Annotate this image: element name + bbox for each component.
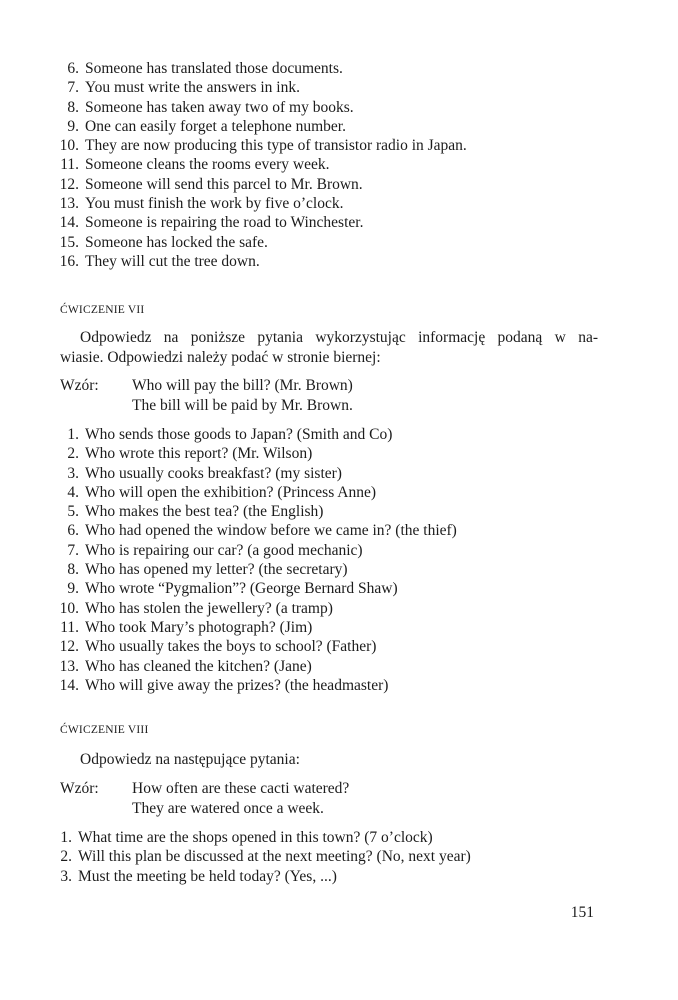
instruction-line: Odpowiedz na następujące pytania: [80, 751, 300, 768]
item-number: 12. [59, 638, 79, 656]
example-label: Wzór: [60, 780, 99, 797]
item-text: Who usually takes the boys to school? (Father) [85, 638, 377, 656]
exercise-7-heading: ĆWICZENIE VII [60, 304, 145, 316]
item-text: Who wrote this report? (Mr. Wilson) [85, 445, 313, 463]
exercise-8-heading: ĆWICZENIE VIII [60, 724, 149, 736]
item-text: Will this plan be discussed at the next meeting? (No, next year) [78, 848, 471, 866]
item-text: What time are the shops opened in this town? (7 o’clock) [78, 829, 433, 846]
example-label: Wzór: [60, 377, 99, 394]
item-number: 9. [67, 580, 79, 598]
item-number: 7. [67, 79, 79, 97]
item-number: 13. [59, 657, 79, 675]
item-number: 11. [60, 618, 79, 636]
item-number: 11. [60, 156, 79, 174]
item-number: 10. [59, 137, 79, 155]
example-answer: The bill will be paid by Mr. Brown. [132, 397, 353, 414]
item-number: 5. [67, 503, 79, 521]
item-number: 6. [67, 522, 79, 540]
item-text: Who has opened my letter? (the secretary) [85, 561, 348, 579]
example-answer: They are watered once a week. [132, 800, 324, 817]
item-text: You must finish the work by five o’clock. [85, 195, 344, 213]
item-text: They are now producing this type of transistor radio in Japan. [85, 137, 467, 155]
instruction-line: Odpowiedz na poniższe pytania wykorzystując informację podaną w na- [80, 329, 598, 346]
item-text: Someone has translated those documents. [85, 60, 343, 77]
item-number: 3. [60, 867, 72, 885]
item-text: Who will open the exhibition? (Princess Anne) [85, 483, 376, 501]
item-number: 9. [67, 117, 79, 135]
item-text: Who is repairing our car? (a good mechanic) [85, 541, 363, 559]
page-number: 151 [570, 904, 594, 921]
item-number: 14. [59, 214, 79, 232]
example-question: How often are these cacti watered? [132, 780, 350, 797]
item-text: They will cut the tree down. [85, 252, 260, 270]
item-text: Who makes the best tea? (the English) [85, 503, 324, 521]
item-text: Someone cleans the rooms every week. [85, 156, 330, 174]
item-text: One can easily forget a telephone number. [85, 117, 346, 135]
item-text: Who took Mary’s photograph? (Jim) [85, 618, 313, 636]
item-number: 14. [59, 676, 79, 694]
item-text: Who has stolen the jewellery? (a tramp) [85, 599, 333, 617]
item-number: 8. [67, 98, 79, 116]
item-number: 6. [67, 60, 79, 77]
item-text: Who will give away the prizes? (the headmaster) [85, 676, 389, 694]
item-number: 13. [59, 195, 79, 213]
item-number: 3. [67, 464, 79, 482]
item-number: 8. [67, 561, 79, 579]
instruction-line: wiasie. Odpowiedzi należy podać w stronie biernej: [60, 349, 381, 366]
item-text: Who had opened the window before we came in? (the thief) [85, 522, 457, 540]
item-number: 12. [59, 175, 79, 193]
item-number: 15. [59, 233, 79, 251]
item-text: Someone is repairing the road to Winchester. [85, 214, 364, 232]
exercise-8-instruction [60, 750, 598, 770]
item-number: 1. [60, 829, 72, 846]
item-number: 2. [67, 445, 79, 463]
item-number: 2. [60, 848, 72, 866]
item-text: Who has cleaned the kitchen? (Jane) [85, 657, 312, 675]
exercise-7-instruction [60, 328, 598, 368]
item-text: Who sends those goods to Japan? (Smith and Co) [85, 426, 393, 443]
item-text: Who wrote “Pygmalion”? (George Bernard Shaw) [85, 580, 398, 598]
item-text: Who usually cooks breakfast? (my sister) [85, 464, 342, 482]
item-number: 4. [67, 483, 79, 501]
item-number: 7. [67, 541, 79, 559]
item-number: 10. [59, 599, 79, 617]
item-text: Someone will send this parcel to Mr. Brown. [85, 175, 363, 193]
item-text: Someone has locked the safe. [85, 233, 268, 251]
item-text: Must the meeting be held today? (Yes, ...) [78, 867, 337, 885]
item-number: 16. [59, 252, 79, 270]
item-text: You must write the answers in ink. [85, 79, 300, 97]
item-number: 1. [67, 426, 79, 443]
example-question: Who will pay the bill? (Mr. Brown) [132, 377, 353, 394]
item-text: Someone has taken away two of my books. [85, 98, 354, 116]
